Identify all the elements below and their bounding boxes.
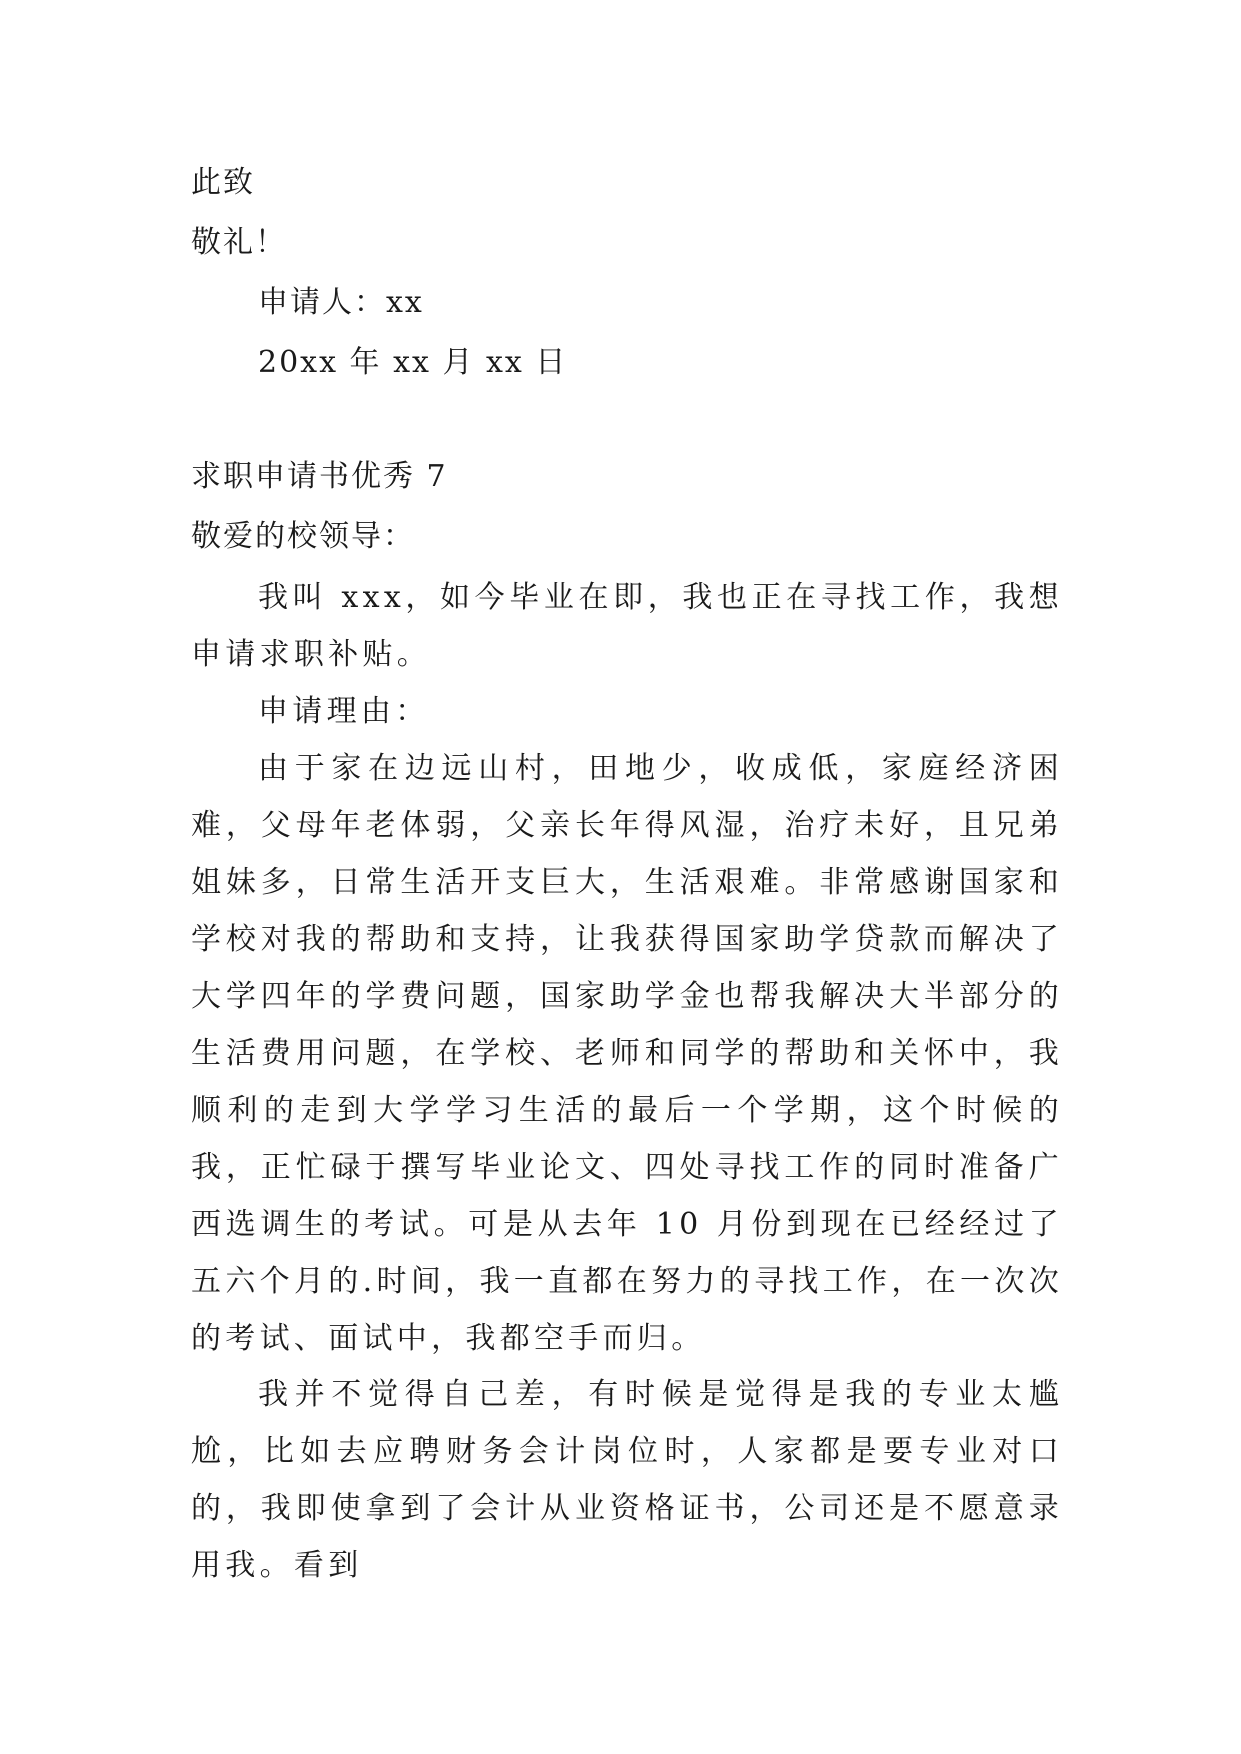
- closing-line-1: 此致: [191, 165, 255, 200]
- salutation: 敬爱的校领导：: [191, 519, 415, 554]
- paragraph-reason-heading: 申请理由：: [258, 694, 430, 729]
- closing-line-2: 敬礼！: [191, 225, 287, 260]
- paragraph-continuation: 我并不觉得自己差，有时候是觉得是我的专业太尴尬，比如去应聘财务会计岗位时，人家都是要专业对口的，我即使拿到了会计从业资格证书，公司还是不愿意录用我。看到: [191, 1377, 1063, 1583]
- applicant-signature: 申请人：xx: [258, 285, 424, 320]
- paragraph-reason-body: 由于家在边远山村，田地少，收成低，家庭经济困难，父母年老体弱，父亲长年得风湿，治疗未好，且兄弟姐妹多，日常生活开支巨大，生活艰难。非常感谢国家和学校对我的帮助和支持，让我获得国家助学贷款而解决了大学四年的学费问题，国家助学金也帮我解决大半部分的生活费用问题，在学校、老师和同学的帮助和关怀中，我顺利的走到大学学习生活的最后一个学期，这个时候的我，正忙碌于撰写毕业论文、四处寻找工作的同时准备广西选调生的考试。可是从去年 10 月份到现在已经经过了五六个月的.时间，我一直都在努力的寻找工作，在一次次的考试、面试中，我都空手而归。: [191, 751, 1063, 1356]
- section-title: 求职申请书优秀 7: [191, 459, 448, 494]
- paragraph-intro: 我叫 xxx，如今毕业在即，我也正在寻找工作，我想申请求职补贴。: [191, 580, 1063, 672]
- application-date: 20xx 年 xx 月 xx 日: [258, 345, 568, 380]
